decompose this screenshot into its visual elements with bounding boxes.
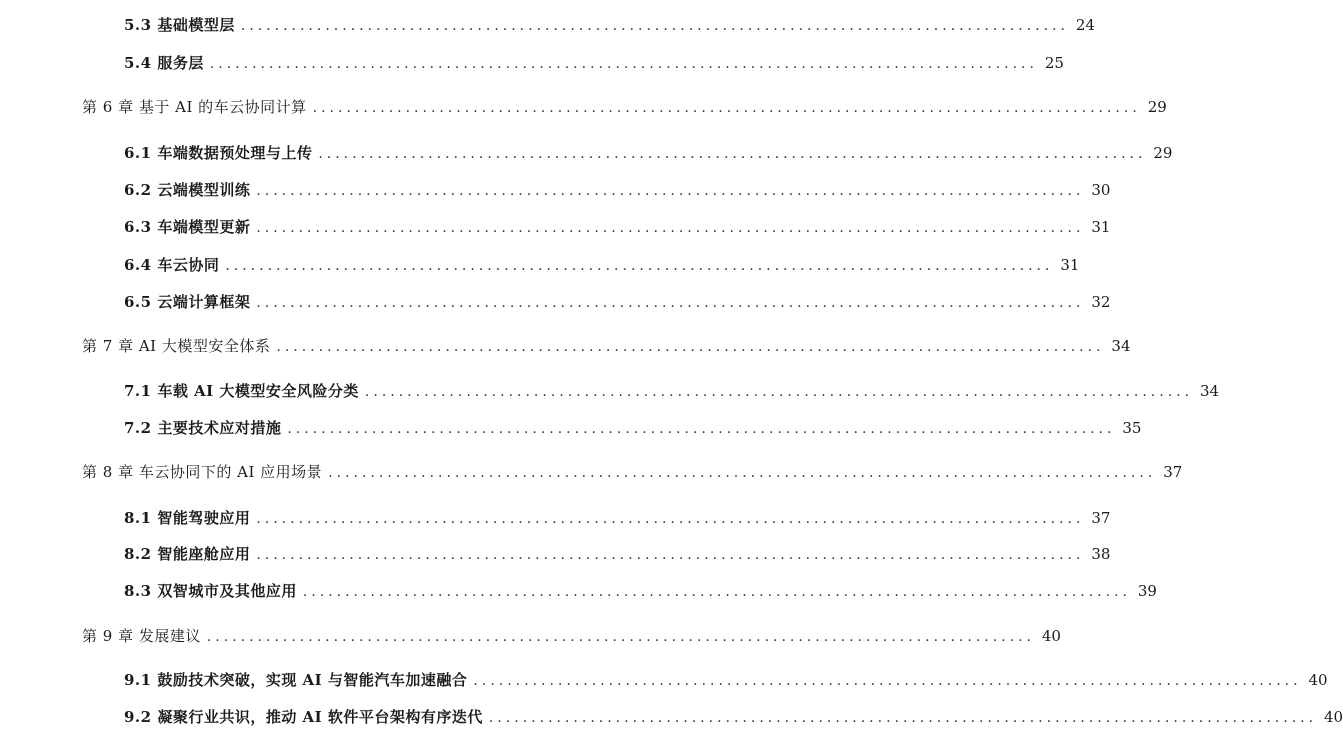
- dot-leader: ..................................................................................................: [225, 258, 1054, 274]
- toc-entry-page: 40: [1323, 708, 1343, 726]
- toc-entry-page: 24: [1075, 16, 1095, 34]
- toc-entry-page: 40: [1041, 627, 1061, 645]
- toc-entry-title: 第 9 章 发展建议: [82, 627, 201, 645]
- toc-entry-title: 第 6 章 基于 AI 的车云协同计算: [82, 98, 307, 116]
- toc-entry-page: 30: [1091, 181, 1111, 199]
- toc-entry-page: 31: [1060, 256, 1080, 274]
- toc-entry[interactable]: [124, 291, 1111, 315]
- dot-leader: ..................................................................................................: [302, 584, 1131, 600]
- toc-entry[interactable]: [124, 417, 1142, 441]
- dot-leader: ..................................................................................................: [256, 295, 1085, 311]
- toc-chapter-entry[interactable]: [82, 461, 1183, 485]
- toc-chapter-entry[interactable]: [82, 335, 1131, 359]
- toc-entry[interactable]: [124, 14, 1095, 38]
- toc-entry-page: 37: [1091, 509, 1111, 527]
- toc-entry-title: 6.3 车端模型更新: [124, 218, 251, 236]
- dot-leader: ..................................................................................................: [318, 146, 1147, 162]
- toc-entry-page: 25: [1044, 54, 1064, 72]
- toc-entry-title: 6.5 云端计算框架: [124, 293, 251, 311]
- toc-entry[interactable]: [124, 543, 1111, 567]
- toc-entry-title: 7.2 主要技术应对措施: [124, 419, 282, 437]
- toc-entry-title: 8.1 智能驾驶应用: [124, 509, 251, 527]
- toc-entry-title: 5.3 基础模型层: [124, 16, 235, 34]
- toc-entry-page: 40: [1308, 671, 1328, 689]
- toc-entry-page: 31: [1091, 218, 1111, 236]
- toc-entry[interactable]: [124, 507, 1111, 531]
- toc-chapter-entry[interactable]: [82, 625, 1061, 649]
- toc-entry-page: 38: [1091, 545, 1111, 563]
- toc-entry[interactable]: [124, 580, 1157, 604]
- toc-entry[interactable]: [124, 216, 1111, 240]
- dot-leader: ..................................................................................................: [276, 339, 1105, 355]
- toc-entry[interactable]: [124, 706, 1343, 730]
- dot-leader: ..................................................................................................: [364, 384, 1194, 400]
- dot-leader: ..................................................................................................: [206, 629, 1035, 645]
- toc-entry[interactable]: [124, 52, 1064, 76]
- toc-entry[interactable]: [124, 142, 1173, 166]
- toc-entry-title: 8.2 智能座舱应用: [124, 545, 251, 563]
- dot-leader: ..................................................................................................: [328, 465, 1157, 481]
- toc-entry-title: 6.4 车云协同: [124, 256, 220, 274]
- dot-leader: ..................................................................................................: [256, 220, 1085, 236]
- toc-entry[interactable]: [124, 179, 1111, 203]
- toc-entry-page: 34: [1199, 382, 1220, 400]
- toc-entry-title: 6.1 车端数据预处理与上传: [124, 144, 313, 162]
- dot-leader: ..................................................................................................: [240, 18, 1069, 34]
- dot-leader: ..................................................................................................: [256, 183, 1085, 199]
- dot-leader: ..................................................................................................: [256, 511, 1085, 527]
- toc-entry-title: 5.4 服务层: [124, 54, 204, 72]
- dot-leader: ..................................................................................................: [256, 547, 1085, 563]
- toc-entry-title: 7.1 车载 AI 大模型安全风险分类: [124, 382, 359, 400]
- dot-leader: ..................................................................................................: [312, 100, 1141, 116]
- toc-entry[interactable]: [124, 254, 1080, 278]
- dot-leader: ..................................................................................................: [209, 56, 1038, 72]
- toc-entry[interactable]: [124, 380, 1220, 404]
- dot-leader: ..................................................................................................: [473, 673, 1302, 689]
- dot-leader: ..................................................................................................: [488, 710, 1318, 726]
- toc-entry-title: 8.3 双智城市及其他应用: [124, 582, 297, 600]
- toc-entry-page: 32: [1091, 293, 1111, 311]
- toc-chapter-entry[interactable]: [82, 96, 1167, 120]
- toc-entry-title: 9.2 凝聚行业共识，推动 AI 软件平台架构有序迭代: [124, 708, 483, 726]
- toc-entry[interactable]: [124, 669, 1328, 693]
- toc-entry-page: 39: [1137, 582, 1157, 600]
- toc-entry-page: 34: [1111, 337, 1131, 355]
- toc-entry-page: 29: [1153, 144, 1173, 162]
- toc-entry-title: 9.1 鼓励技术突破，实现 AI 与智能汽车加速融合: [124, 671, 468, 689]
- toc-entry-page: 35: [1122, 419, 1142, 437]
- toc-entry-title: 6.2 云端模型训练: [124, 181, 251, 199]
- toc-entry-title: 第 7 章 AI 大模型安全体系: [82, 337, 271, 355]
- dot-leader: ..................................................................................................: [287, 421, 1116, 437]
- toc-entry-page: 37: [1163, 463, 1183, 481]
- toc-entry-title: 第 8 章 车云协同下的 AI 应用场景: [82, 463, 323, 481]
- toc-entry-page: 29: [1147, 98, 1167, 116]
